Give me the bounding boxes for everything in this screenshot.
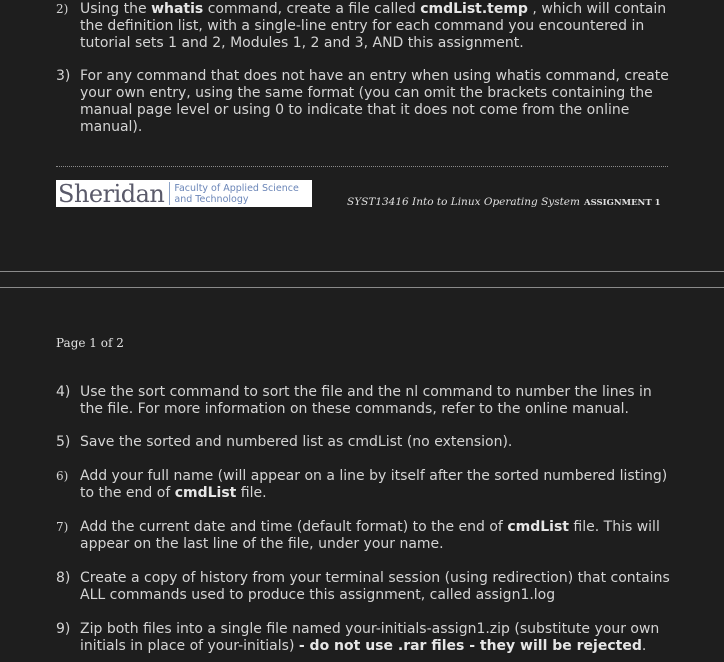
course-title: SYST13416 Into to Linux Operating System [347,196,580,208]
text-run: file. This will appear on the last line of the file, under your name. [80,519,660,552]
item-number: 4) [56,384,71,400]
page-break-line-top [0,271,724,272]
text-run: . [641,638,647,654]
item-text [80,621,676,655]
text-run: file. [236,485,267,501]
text-run: , which will contain the definition list, with a single-line entry for each command you encountered in tutorial sets 1 and 2, Modules 1, 2 and 3, AND this assignment. [80,1,667,51]
item-number: 5) [56,434,71,450]
item-text [80,570,676,604]
text-run: Add your full name (will appear on a line by itself after the sorted numbered listing) to the end of [80,468,668,501]
text-run: Use the sort command to sort the file and the nl command to number the lines in the file. For more information on these commands, refer to the online manual. [80,384,652,417]
bold-text: whatis [151,1,204,17]
item-number: 8) [56,570,71,586]
item-text [80,519,676,553]
item-text [80,1,676,52]
text-run: Add the current date and time (default format) to the end of [80,519,508,535]
list-item-3 [56,68,676,136]
bold-text: cmdList.temp [420,1,528,17]
item-text [80,384,676,418]
assignment-tag: ASSIGNMENT 1 [583,198,661,208]
page-number: Page 1 of 2 [56,336,124,350]
bold-text: - do not use .rar files - they will be rejected [298,638,642,654]
course-header [347,196,661,208]
page-break-line-bottom [0,287,724,288]
sheridan-logo [56,180,312,207]
text-run: For any command that does not have an entry when using whatis command, create your own entry, using the same format (you can omit the brackets containing the manual page level or using 0 to indicate that it does not come from the online manual). [80,68,669,135]
list-item-5 [56,434,676,451]
list-item-4 [56,384,676,418]
dotted-divider [56,166,668,167]
text-run: command, create a file called [203,1,421,17]
list-item-6 [56,468,676,502]
item-text [80,434,676,451]
logo-subtitle-line1: Faculty of Applied Science [174,182,299,194]
bold-text: cmdList [507,519,569,535]
list-item-9 [56,621,676,655]
list-item-8 [56,570,676,604]
text-run: Using the [80,1,152,17]
item-number: 2) [56,2,69,16]
item-number: 3) [56,68,71,84]
list-item-7 [56,519,676,553]
item-number: 6) [56,469,69,483]
logo-subtitle-line2: and Technology [174,193,249,205]
text-run: Save the sorted and numbered list as cmdList (no extension). [80,434,513,450]
item-number: 7) [56,520,69,534]
bold-text: cmdList [174,485,237,501]
logo-wordmark: Sheridan [58,179,165,208]
logo-separator [169,182,170,205]
text-run: Create a copy of history from your terminal session (using redirection) that contains ALL commands used to produce this assignment, called assign1.log [80,570,670,603]
text-run: Zip both files into a single file named your-initials-assign1.zip (substitute your own initials in place of your-initials) [80,621,660,654]
list-item-2 [56,1,676,52]
item-text [80,468,676,502]
item-text [80,68,676,136]
item-number: 9) [56,621,71,637]
logo-subtitle [174,183,298,205]
